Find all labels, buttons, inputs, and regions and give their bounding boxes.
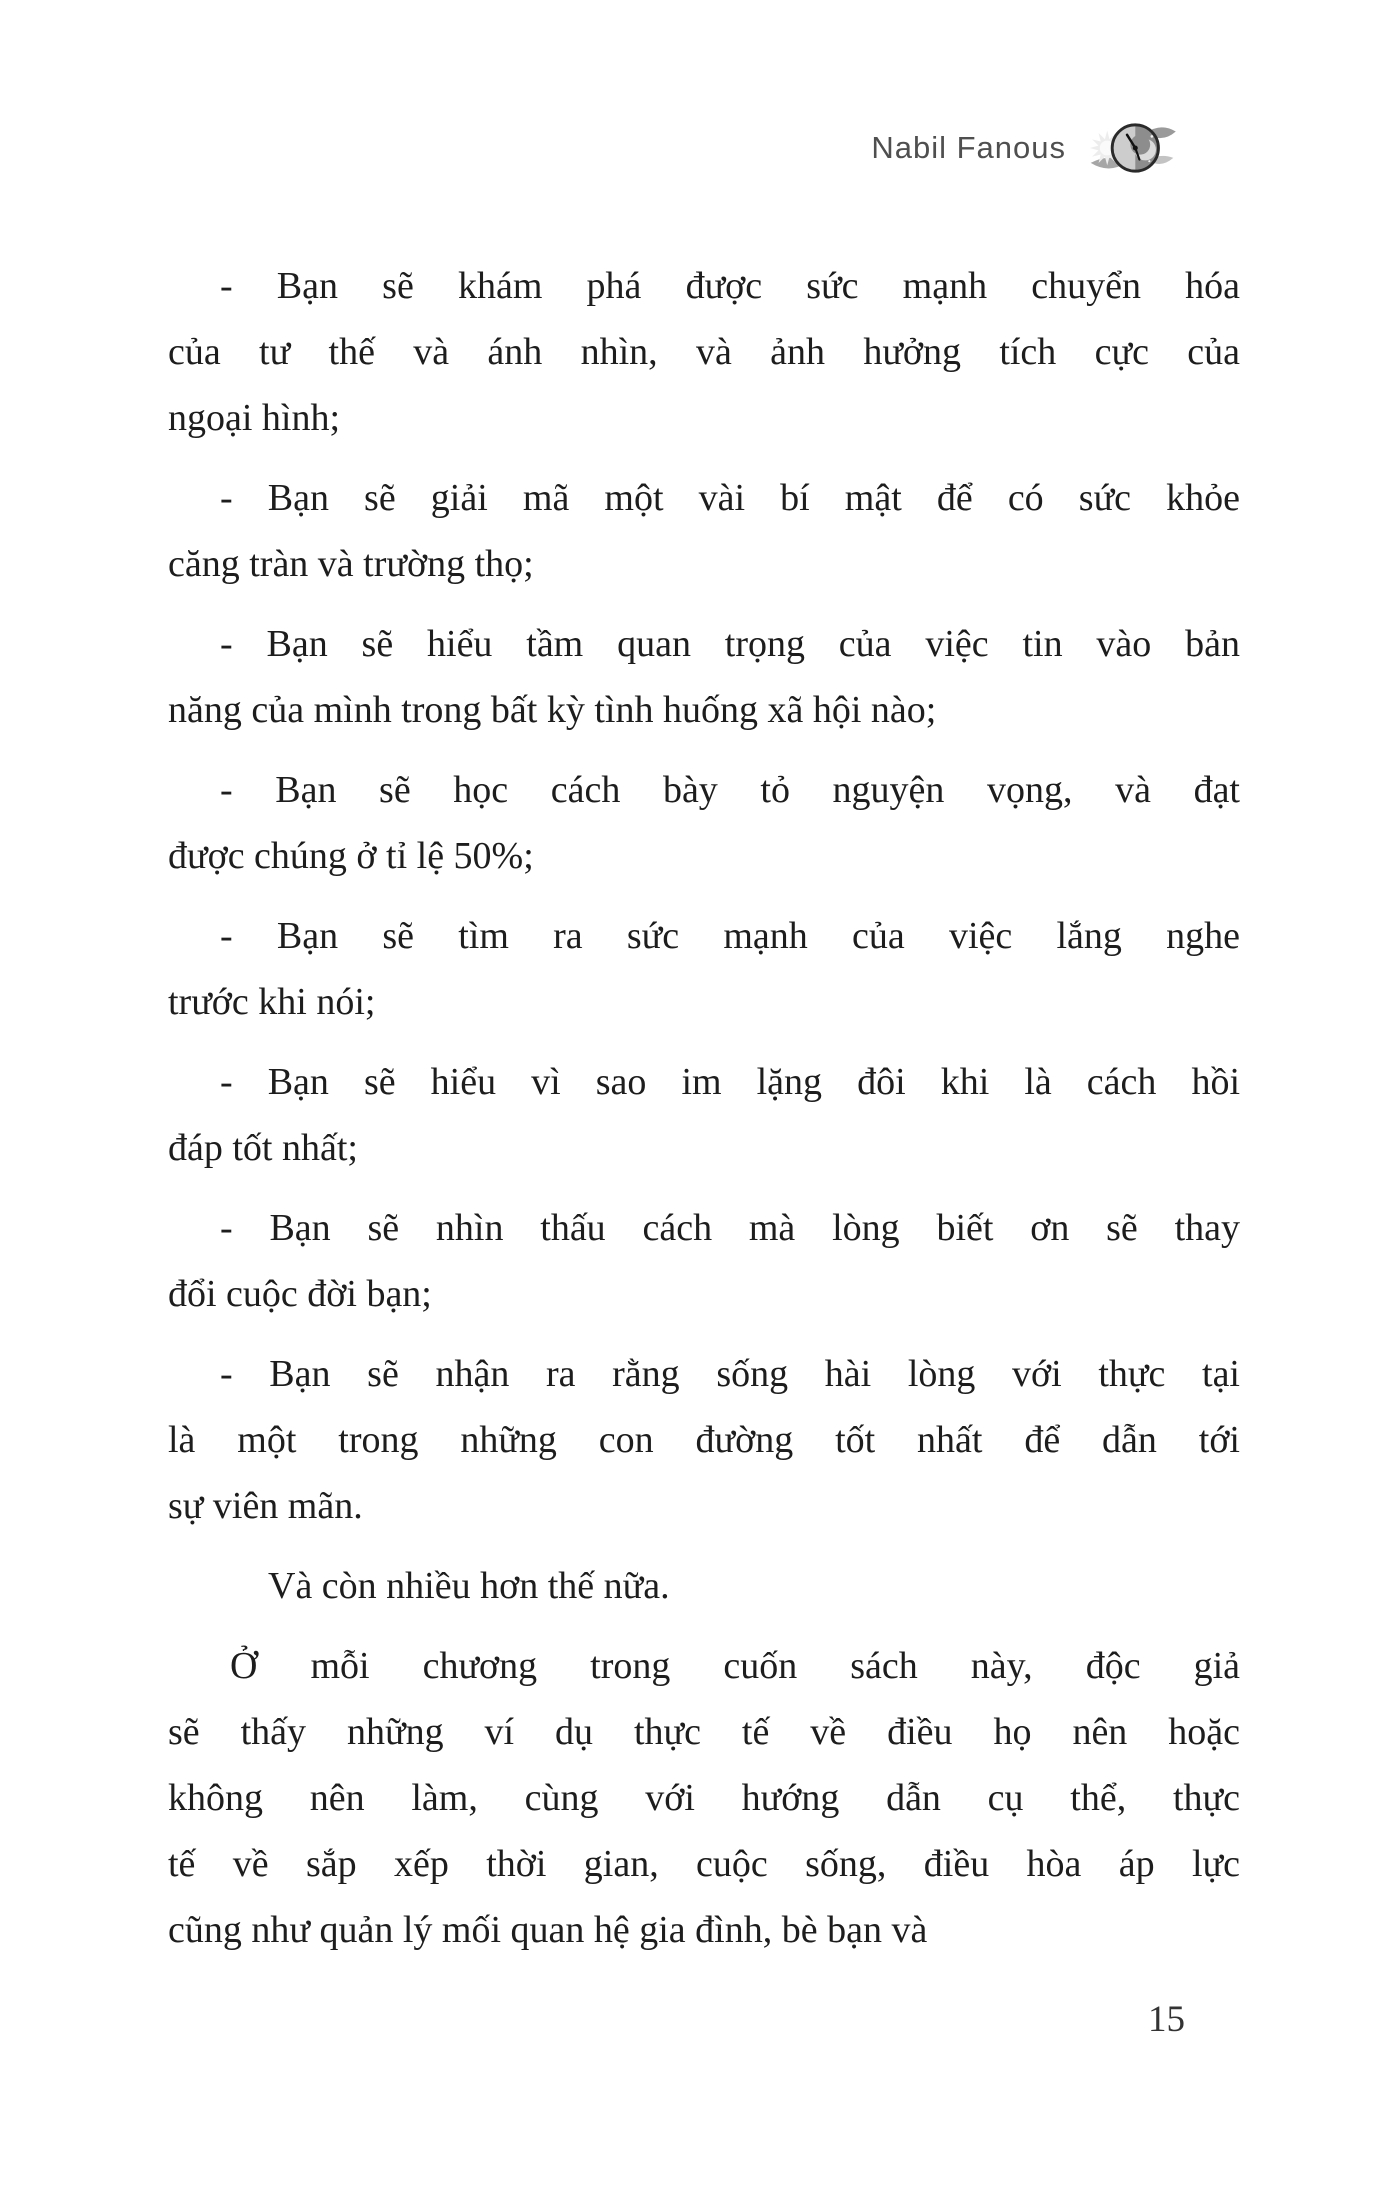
text-line: đổi cuộc đời bạn; bbox=[168, 1273, 432, 1315]
text-line: trước khi nói; bbox=[168, 981, 376, 1023]
text-line: căng tràn và trường thọ; bbox=[168, 543, 534, 585]
text-line: Ở mỗi chương trong cuốn sách này, độc giả bbox=[230, 1645, 1240, 1687]
running-head-author: Nabil Fanous bbox=[871, 130, 1066, 165]
text-line: đáp tốt nhất; bbox=[168, 1127, 358, 1169]
paragraph bbox=[168, 1633, 1240, 1963]
paragraph bbox=[168, 253, 1240, 451]
text-line: cũng như quản lý mối quan hệ gia đình, bè bạn và bbox=[168, 1909, 928, 1951]
text-line: được chúng ở tỉ lệ 50%; bbox=[168, 835, 534, 877]
paragraph bbox=[168, 465, 1240, 597]
text-line: của tư thế và ánh nhìn, và ảnh hưởng tích cực của bbox=[168, 331, 1240, 373]
text-line: - Bạn sẽ giải mã một vài bí mật để có sức khỏe bbox=[220, 477, 1240, 519]
text-line: Và còn nhiều hơn thế nữa. bbox=[268, 1565, 670, 1607]
page-footer bbox=[1148, 1998, 1185, 2041]
text-line: là một trong những con đường tốt nhất để dẫn tới bbox=[168, 1419, 1240, 1461]
paragraph bbox=[168, 1553, 1240, 1619]
paragraph bbox=[168, 1049, 1240, 1181]
text-line: - Bạn sẽ nhìn thấu cách mà lòng biết ơn sẽ thay bbox=[220, 1207, 1240, 1249]
text-line: - Bạn sẽ tìm ra sức mạnh của việc lắng nghe bbox=[220, 915, 1240, 957]
paragraph bbox=[168, 1341, 1240, 1539]
text-line: - Bạn sẽ hiểu vì sao im lặng đôi khi là cách hồi bbox=[220, 1061, 1240, 1103]
paragraph bbox=[168, 757, 1240, 889]
paragraph bbox=[168, 611, 1240, 743]
page-header bbox=[0, 112, 1182, 184]
text-line: tế về sắp xếp thời gian, cuộc sống, điều hòa áp lực bbox=[168, 1843, 1240, 1885]
clock-sun-moon-icon bbox=[1082, 110, 1182, 186]
text-line: năng của mình trong bất kỳ tình huống xã hội nào; bbox=[168, 689, 937, 731]
text-line: - Bạn sẽ nhận ra rằng sống hài lòng với thực tại bbox=[220, 1353, 1240, 1395]
text-line: không nên làm, cùng với hướng dẫn cụ thể, thực bbox=[168, 1777, 1240, 1819]
page-number: 15 bbox=[1148, 1999, 1185, 2040]
text-line: - Bạn sẽ khám phá được sức mạnh chuyển hóa bbox=[220, 265, 1240, 307]
paragraph bbox=[168, 1195, 1240, 1327]
text-line: sự viên mãn. bbox=[168, 1485, 363, 1527]
text-line: sẽ thấy những ví dụ thực tế về điều họ nên hoặc bbox=[168, 1711, 1240, 1753]
text-line: ngoại hình; bbox=[168, 397, 341, 439]
text-line: - Bạn sẽ học cách bày tỏ nguyện vọng, và đạt bbox=[220, 769, 1240, 811]
paragraph bbox=[168, 903, 1240, 1035]
body-text bbox=[168, 253, 1240, 1977]
text-line: - Bạn sẽ hiểu tầm quan trọng của việc tin vào bản bbox=[220, 623, 1240, 665]
